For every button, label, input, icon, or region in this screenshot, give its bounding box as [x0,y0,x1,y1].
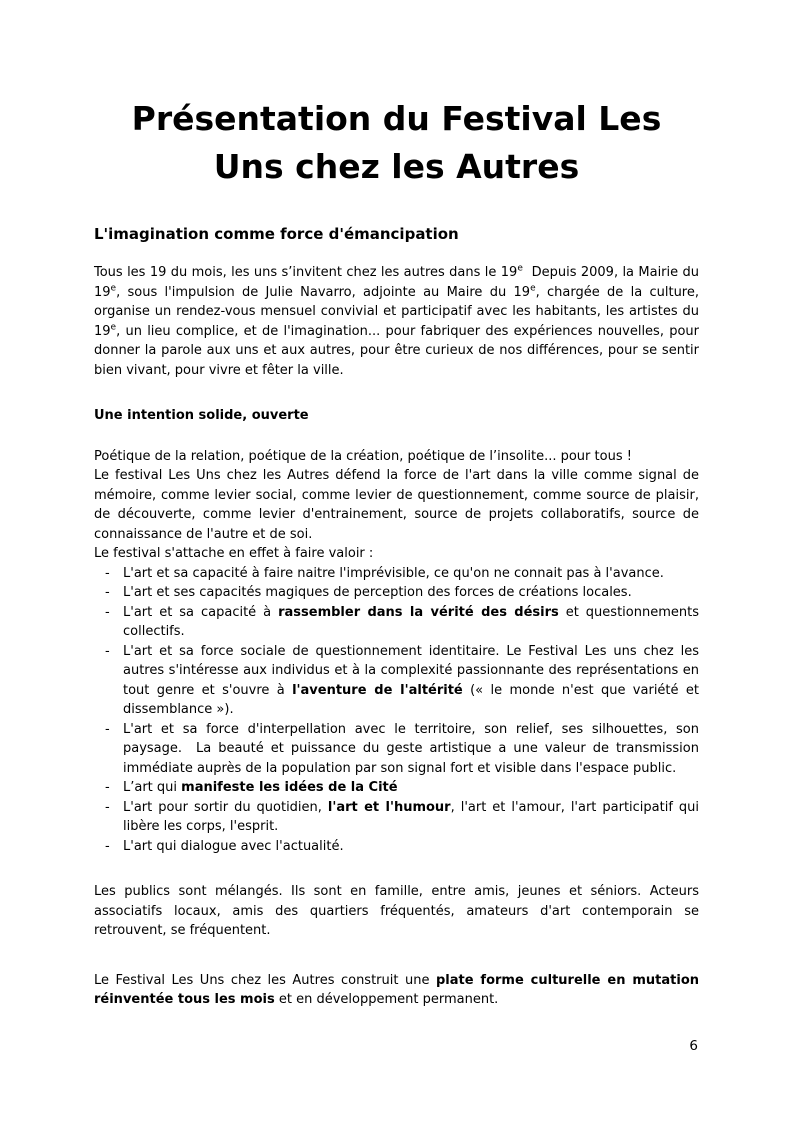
bold-text-run: l'art et l'humour [327,799,451,815]
bullet-item [94,642,699,720]
text-run: Le Festival Les Uns chez les Autres construit une [94,972,436,988]
bullet-item [94,603,699,642]
bullet-item [94,837,699,857]
text-run: Tous les 19 du mois, les uns s’invitent chez les autres dans le 19 [94,265,518,280]
text-run: Depuis 2009, la Mairie du 19 [94,265,700,300]
superscript-run: e [530,283,536,294]
bullet-item [94,798,699,837]
bullet-dash-marker: - [105,838,110,854]
poetique-line: Poétique de la relation, poétique de la création, poétique de l’insolite... pour tous ! [94,448,632,464]
bullet-dash-marker: - [105,585,110,600]
bullet-item-text [123,800,699,835]
superscript-run: e [517,263,523,274]
bold-text-run: rassembler dans la vérité des désirs [278,604,559,620]
text-run: , chargée de la culture, organise un rendez-vous mensuel convivial et participatif avec les habitants, les artistes du 19 [94,284,699,339]
page-title-line-2: Uns chez les Autres [213,147,580,186]
bullet-item [94,720,699,779]
bullet-item-text [123,839,344,854]
bold-text-run: manifeste les idées de la Cité [181,780,398,795]
superscript-run: e [110,322,117,333]
bullet-item-text [123,644,699,718]
text-run: L’art qui [123,780,182,795]
bullet-item [94,583,699,603]
page-number: 6 [689,1038,698,1054]
bullet-dash-marker: - [105,643,110,659]
text-run: , sous l'impulsion de Julie Navarro, adjointe au Maire du 19 [116,284,531,300]
text-run: L'art et sa force sociale de questionnement identitaire. Le Festival Les uns chez les autres s'intéresse aux individus et à la complexité passionnante des représentations en tout genre et s'ouvre à [123,643,699,698]
bullet-dash-marker: - [105,799,110,815]
text-run: , un lieu complice, et de l'imagination... pour fabriquer des expériences nouvelles, pour donner la parole aux uns et aux autres, pour être curieux de nos différences, pour se sentir bien vivant, pour vivre et fêter la ville. [94,323,699,378]
bullet-item-text [123,585,632,600]
faire-valoir-line: Le festival s'attache en effet à faire valoir : [94,546,374,561]
page-title [94,95,699,191]
bullet-item [94,564,699,584]
bullet-item-text [123,780,398,795]
text-run: et en développement permanent. [274,992,499,1007]
intro-paragraph [94,263,699,380]
bold-text-run: plate forme culturelle en mutation réinventée tous les mois [94,972,699,1007]
text-run: , l'art et l'amour, l'art participatif qui libère les corps, l'esprit. [123,799,699,834]
bullet-item-text [123,722,699,776]
bullet-dash-marker: - [105,565,110,581]
bullet-item [94,778,699,798]
bold-text-run: l'aventure de l'altérité [292,682,463,698]
bullet-item-text [123,605,699,640]
bullet-list [94,564,699,857]
bullet-dash-marker: - [105,604,110,620]
bullet-dash-marker: - [105,780,110,795]
subsection-heading-intention: Une intention solide, ouverte [94,408,309,423]
section-heading-imagination: L'imagination comme force d'émancipation [94,225,459,243]
text-run: L'art pour sortir du quotidien, [123,799,328,815]
bullet-item-text [123,566,664,581]
bullet-dash-marker: - [105,721,110,737]
publics-paragraph: Les publics sont mélangés. Ils sont en famille, entre amis, jeunes et séniors. Acteurs associatifs locaux, amis des quartiers fréquentés, amateurs d'art contemporain se retrouvent, se fréquentent. [94,884,699,938]
plateforme-paragraph [94,971,699,1010]
superscript-run: e [110,283,117,294]
text-run: L'art et ses capacités magiques de perception des forces de créations locales. [123,585,632,600]
text-run: (« le monde n'est que variété et dissemblance »). [123,682,699,717]
text-run: L'art qui dialogue avec l'actualité. [123,838,344,854]
page-title-line-1: Présentation du Festival Les [131,99,662,138]
text-run: L'art et sa capacité à faire naitre l'imprévisible, ce qu'on ne connait pas à l'avance. [123,565,664,581]
text-run: et questionnements collectifs. [123,604,699,639]
festival-defend-paragraph: Le festival Les Uns chez les Autres défend la force de l'art dans la ville comme signal de mémoire, comme levier social, comme levier de questionnement, comme source de plaisir, de découverte, comme levier d'entrainement, source de projets collaboratifs, source de connaissance de l'autre et de soi. [94,468,699,542]
text-run: L'art et sa capacité à [123,604,279,620]
text-run: L'art et sa force d'interpellation avec le territoire, son relief, ses silhouettes, son paysage. La beauté et puissance du geste artistique a une valeur de transmission immédiate auprès de la population par son signal fort et visible dans l'espace public. [123,721,699,776]
